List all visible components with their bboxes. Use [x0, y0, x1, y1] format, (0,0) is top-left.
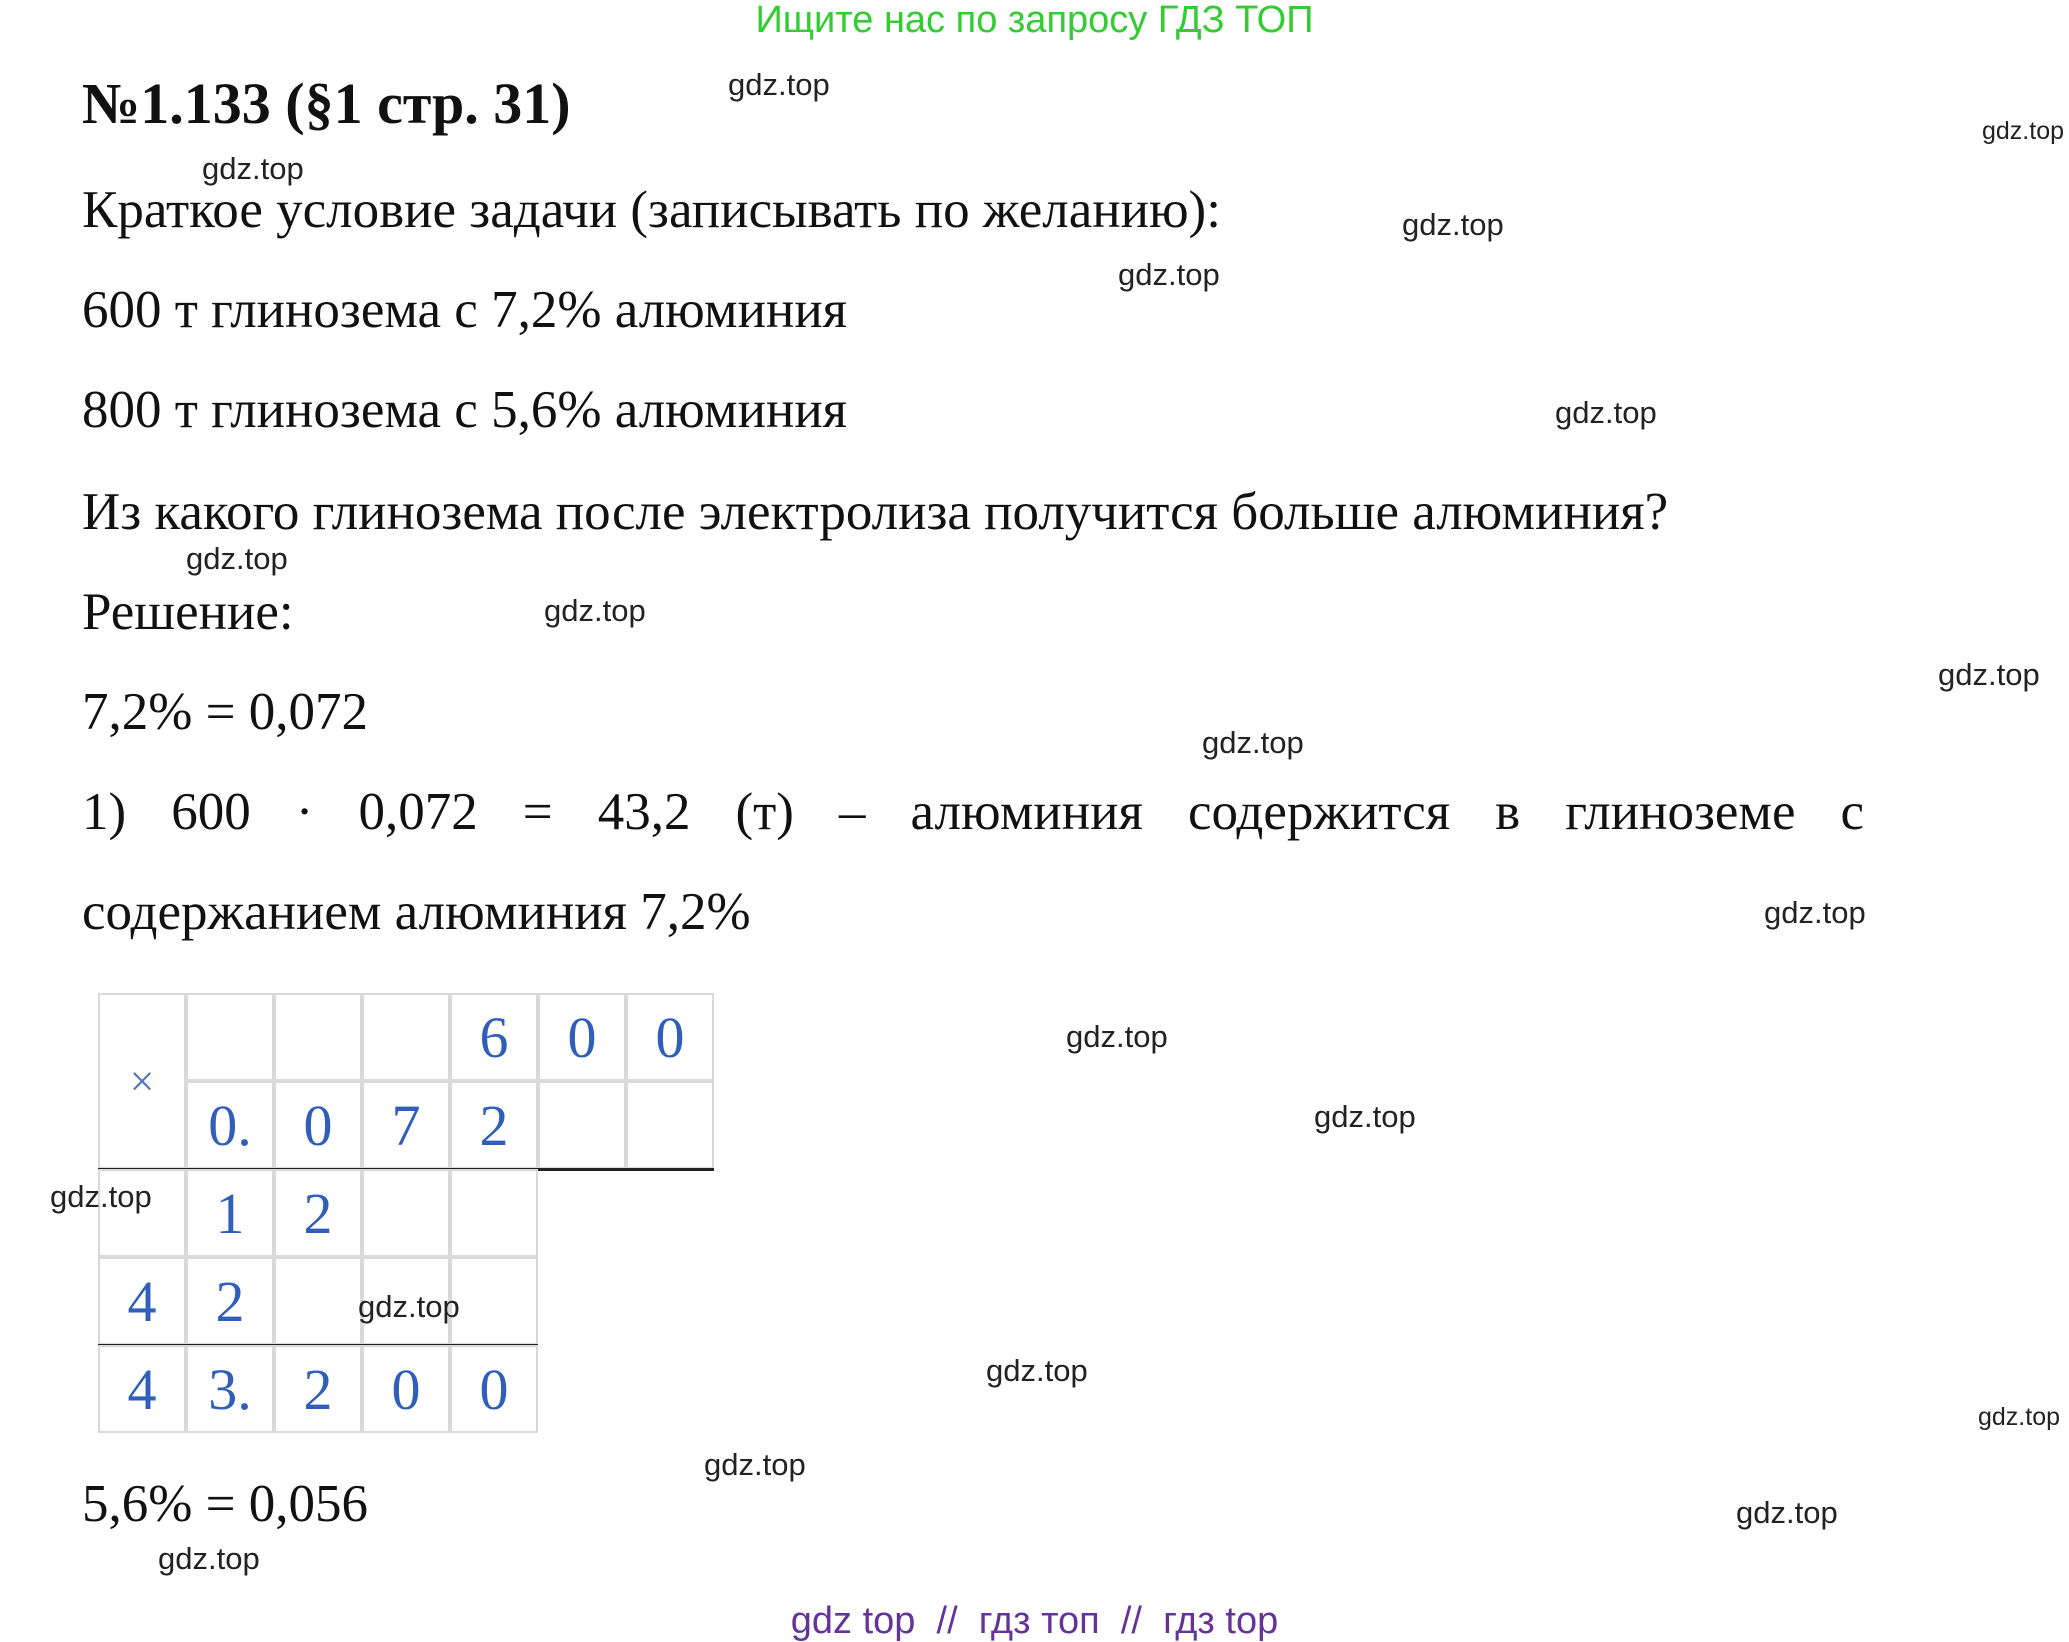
watermark: gdz.top [50, 1179, 152, 1214]
step-token: · [295, 783, 314, 841]
watermark: gdz.top [986, 1353, 1088, 1388]
question-text: Из какого глинозема после электролиза получится больше алюминия? [82, 483, 1669, 541]
grid-cell: 2 [186, 1257, 274, 1345]
grid-cell: 2 [274, 1345, 362, 1433]
step-token: глиноземе [1565, 783, 1796, 841]
step-1-line-2: содержанием алюминия 7,2% [82, 883, 751, 941]
grid-cell: 0 [626, 993, 714, 1081]
watermark: gdz.top [728, 67, 830, 102]
watermark: gdz.top [1402, 207, 1504, 242]
grid-cell: 1 [186, 1169, 274, 1257]
grid-cell: 0. [186, 1081, 274, 1169]
grid-cell: 0 [274, 1081, 362, 1169]
watermark: gdz.top [202, 151, 304, 186]
watermark: gdz.top [1314, 1099, 1416, 1134]
grid-cell [450, 1169, 538, 1257]
step-token: алюминия [910, 783, 1143, 841]
conversion-2: 5,6% = 0,056 [82, 1475, 369, 1533]
grid-cell: 0 [538, 993, 626, 1081]
step-token: с [1840, 783, 1865, 841]
condition-line-1: 600 т глинозема с 7,2% алюминия [82, 281, 848, 339]
watermark: gdz.top [1982, 117, 2065, 145]
step-token: (т) [735, 783, 794, 841]
watermark: gdz.top [544, 593, 646, 628]
watermark: gdz.top [186, 541, 288, 576]
step-token: 0,072 [358, 783, 478, 841]
grid-cell: 0 [362, 1345, 450, 1433]
watermark: gdz.top [1555, 395, 1657, 430]
step-token: – [839, 783, 866, 841]
watermark: gdz.top [1118, 257, 1220, 292]
page-title: №1.133 (§1 стр. 31) [82, 71, 571, 136]
grid-cell: 2 [450, 1081, 538, 1169]
grid-cell: 7 [362, 1081, 450, 1169]
multiply-sign: × [98, 993, 186, 1169]
watermark: gdz.top [1764, 895, 1866, 930]
grid-cell [362, 1169, 450, 1257]
step-1-line-1 [82, 782, 1864, 842]
footer-links: gdz top // гдз топ // гдз top [790, 1600, 1279, 1642]
watermark: gdz.top [1978, 1403, 2061, 1431]
grid-cell [450, 1257, 538, 1345]
grid-cell: 3. [186, 1345, 274, 1433]
watermark: gdz.top [1938, 657, 2040, 692]
step-token: в [1495, 783, 1521, 841]
grid-cell: 4 [98, 1257, 186, 1345]
watermark: gdz.top [1736, 1495, 1838, 1530]
conversion-1: 7,2% = 0,072 [82, 683, 369, 741]
grid-cell: 0 [450, 1345, 538, 1433]
watermark: gdz.top [158, 1541, 260, 1576]
condition-heading: Краткое условие задачи (записывать по желанию): [82, 181, 1221, 239]
step-token: 43,2 [597, 783, 691, 841]
step-token: = [522, 783, 553, 841]
watermark: gdz.top [1202, 725, 1304, 760]
step-token: 1) [82, 783, 127, 841]
grid-cell: 6 [450, 993, 538, 1081]
top-banner: Ищите нас по запросу ГДЗ ТОП [755, 0, 1314, 41]
watermark: gdz.top [1066, 1019, 1168, 1054]
grid-cell: 4 [98, 1345, 186, 1433]
grid-cell [362, 993, 450, 1081]
condition-line-2: 800 т глинозема с 5,6% алюминия [82, 381, 848, 439]
watermark: gdz.top [704, 1447, 806, 1482]
grid-cell [274, 993, 362, 1081]
solution-heading: Решение: [82, 583, 294, 641]
grid-cell [186, 993, 274, 1081]
grid-cell: 2 [274, 1169, 362, 1257]
step-token: содержится [1187, 783, 1451, 841]
grid-cell [538, 1081, 626, 1169]
grid-cell [274, 1257, 362, 1345]
grid-cell [626, 1081, 714, 1169]
watermark: gdz.top [358, 1289, 460, 1324]
step-token: 600 [171, 783, 251, 841]
